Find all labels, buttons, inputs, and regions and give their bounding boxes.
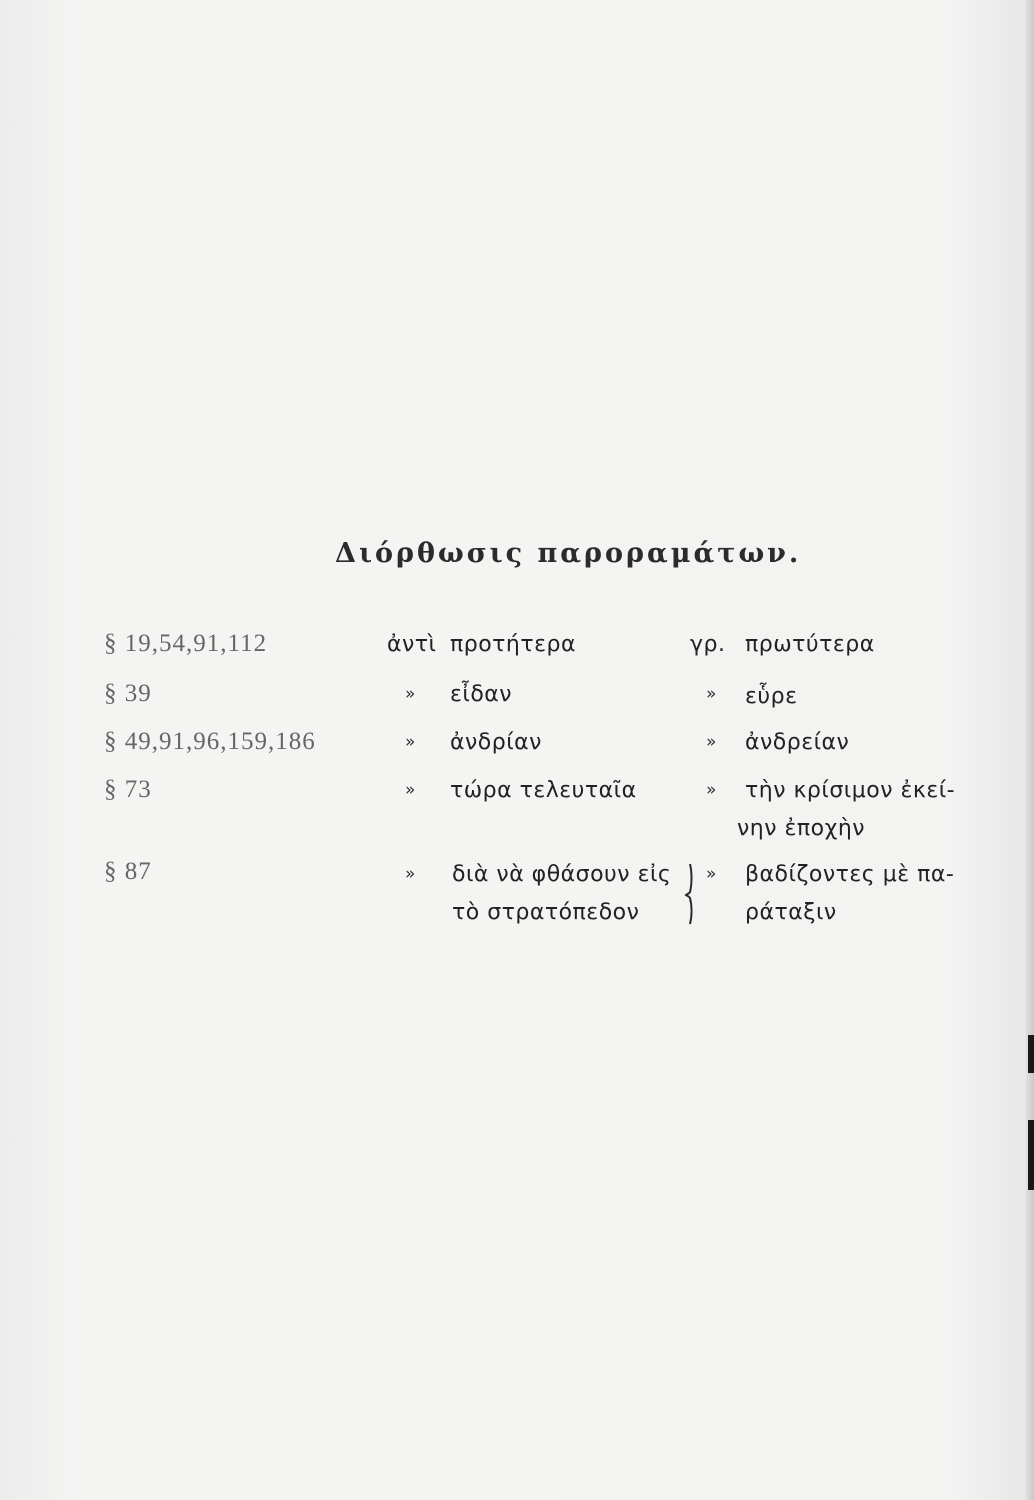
errata-row [0, 680, 1034, 720]
ditto-mark: » [706, 732, 717, 752]
wrong-text-continued: τὸ στρατόπεδον [452, 900, 640, 925]
ditto-mark: » [706, 780, 717, 800]
ditto-mark: » [706, 864, 717, 884]
section-ref: § 87 [104, 858, 152, 885]
lead-word: ἀντὶ [387, 632, 437, 657]
wrong-text: διὰ νὰ φθάσουν εἰς [452, 862, 672, 887]
page-title: Διόρθωσις παροραμάτων. [335, 538, 802, 569]
errata-row [0, 728, 1034, 768]
section-ref: § 49,91,96,159,186 [104, 728, 316, 755]
correct-text: εὗρε [745, 684, 798, 709]
ditto-mark: » [405, 732, 416, 752]
wrong-text: ἀνδρίαν [450, 730, 542, 755]
correct-text: ἀνδρείαν [745, 730, 850, 755]
section-ref: § 73 [104, 776, 152, 803]
correct-text-continued: νην ἐποχὴν [737, 816, 866, 841]
correct-text: τὴν κρίσιμον ἐκεί- [745, 778, 956, 803]
ditto-mark: » [405, 864, 416, 884]
edge-mark [1028, 1035, 1034, 1073]
wrong-text: εἶδαν [450, 682, 513, 707]
wrong-text: τώρα τελευταῖα [450, 778, 637, 803]
ditto-mark: » [706, 684, 717, 704]
errata-row [0, 630, 1034, 670]
errata-row [0, 858, 1034, 933]
section-ref: § 39 [104, 680, 152, 707]
ditto-mark: » [405, 684, 416, 704]
edge-mark [1028, 1120, 1034, 1190]
lead-word-correct: γρ. [690, 632, 726, 657]
brace-icon [681, 862, 695, 926]
wrong-text: προτήτερα [450, 632, 576, 657]
ditto-mark: » [405, 780, 416, 800]
section-ref: § 19,54,91,112 [104, 630, 268, 657]
correct-text-continued: ράταξιν [745, 900, 837, 925]
correct-text: βαδίζοντες μὲ πα- [745, 862, 955, 887]
correct-text: πρωτύτερα [745, 632, 875, 657]
errata-row [0, 776, 1034, 846]
